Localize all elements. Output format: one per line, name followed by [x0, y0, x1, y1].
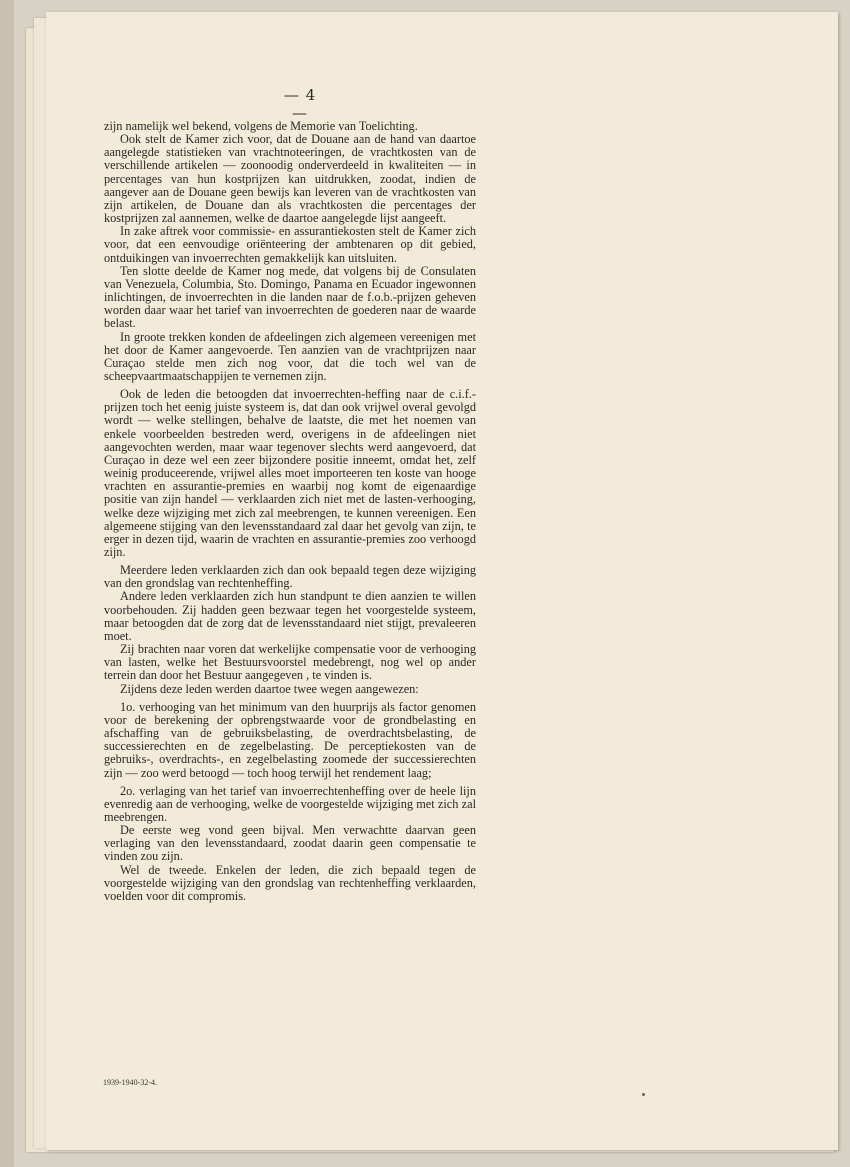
page-number: — 4 —	[283, 86, 317, 122]
paragraph: Andere leden verklaarden zich hun standpunt te dien aanzien te willen voorbehouden. Zij hadden geen bezwaar tegen het voorgestelde systeem, maar betoogden dat de zorg dat de levensstandaard niet stijgt, prevaleeren moet.	[104, 589, 476, 643]
list-item: 1o. verhooging van het minimum van den huurprijs als factor genomen voor de berekening der opbrengstwaarde voor de grondbelasting en afschaffing van de gebruiksbelasting, de overdrachtsbelasting, de successierechten en de zegelbelasting. De perceptiekosten van de gebruiks-, overdrachts-, en zegelbelasting zoomede der successierechten zijn — zoo werd betoogd — toch hoog terwijl het rendement laag;	[104, 699, 476, 780]
list-item: 2o. verlaging van het tarief van invoerrechtenheffing over de heele lijn evenredig aan de verhooging, welke de voorgestelde wijziging met zich zal meebrengen.	[104, 783, 476, 824]
paragraph: Zij brachten naar voren dat werkelijke compensatie voor de verhooging van lasten, welke het Bestuursvoorstel medebrengt, nog wel op ander terrein dan door het Bestuur aangegeven , te vinden is.	[104, 642, 476, 683]
paragraph: De eerste weg vond geen bijval. Men verwachtte daarvan geen verlaging van den levensstandaard, zoodat daarin geen compensatie te vinden zou zijn.	[104, 823, 476, 864]
paragraph: In zake aftrek voor commissie- en assurantiekosten stelt de Kamer zich voor, dat een eenvoudige oriënteering der ambtenaren op dit gebied, ontduikingen van invoerrechten gemakkelijk kan uitsluiten.	[104, 224, 476, 265]
paper-speck	[642, 1093, 645, 1096]
paragraph: Ook de leden die betoogden dat invoerrechten-heffing naar de c.i.f.-prijzen toch het eenig juiste systeem is, dat dan ook vrijwel overal gevolgd wordt — welke stellingen, behalve de laatste, die met het noemen van enkele voorbeelden bestreden werd, overigens in de afdeelingen niet aangevochten werden, maar waar tegenover slechts werd aangevoerd, dat Curaçao in deze wel een zeer bijzondere positie inneemt, omdat het, zelf weinig produceerende, vrijwel alles moet importeeren ten koste van hooge vrachten en assurantie-premies en waarbij nog komt de eigenaardige positie van zijn handel — verklaarden zich niet met de lasten-verhooging, welke deze wijziging met zich zal meebrengen, te kunnen vereenigen. Een algemeene stijging van den levensstandaard zal daar het gevolg van zijn, te erger in dezen tijd, waarin de vrachten en assurantie-premies zoo verhoogd zijn.	[104, 387, 476, 559]
paragraph: Ook stelt de Kamer zich voor, dat de Douane aan de hand van daartoe aangelegde statistieken van vrachtnoteeringen, de vrachtkosten van de verschillende artikelen — zoonoodig onderverdeeld in kwaliteiten — in percentages van hun kostprijzen kan uitdrukken, zoodat, indien de aangever aan de Douane geen bewijs kan leveren van de vrachtkosten van zijn artikelen, de Douane dan als vrachtkosten die percentages der kostprijzen zal aannemen, welke de daartoe aangelegde lijst aangeeft.	[104, 132, 476, 226]
paragraph: Wel de tweede. Enkelen der leden, die zich bepaald tegen de voorgestelde wijziging van den grondslag van rechtenheffing verklaarden, voelden voor dit compromis.	[104, 862, 476, 903]
scan-backdrop	[0, 0, 14, 1167]
print-code: 1939-1940-32-4.	[103, 1078, 157, 1087]
body-text	[104, 120, 476, 903]
paragraph: Zijdens deze leden werden daartoe twee wegen aangewezen:	[120, 681, 419, 696]
paragraph: In groote trekken konden de afdeelingen zich algemeen vereenigen met het door de Kamer aangevoerde. Ten aanzien van de vrachtprijzen naar Curaçao stelde men zich nog voor, dat die toch wel van de scheepvaartmaatschappijen te vernemen zijn.	[104, 329, 476, 383]
paragraph: Ten slotte deelde de Kamer nog mede, dat volgens bij de Consulaten van Venezuela, Columbia, Sto. Domingo, Panama en Ecuador ingewonnen inlichtingen, de invoerrechten in die landen naar de f.o.b.-prijzen geheven worden daar waar het tarief van invoerrechten de goederen naar de waarde belast.	[104, 263, 476, 331]
paragraph: Meerdere leden verklaarden zich dan ook bepaald tegen deze wijziging van den grondslag van rechtenheffing.	[104, 563, 476, 591]
paragraph: zijn namelijk wel bekend, volgens de Memorie van Toelichting.	[104, 119, 418, 133]
